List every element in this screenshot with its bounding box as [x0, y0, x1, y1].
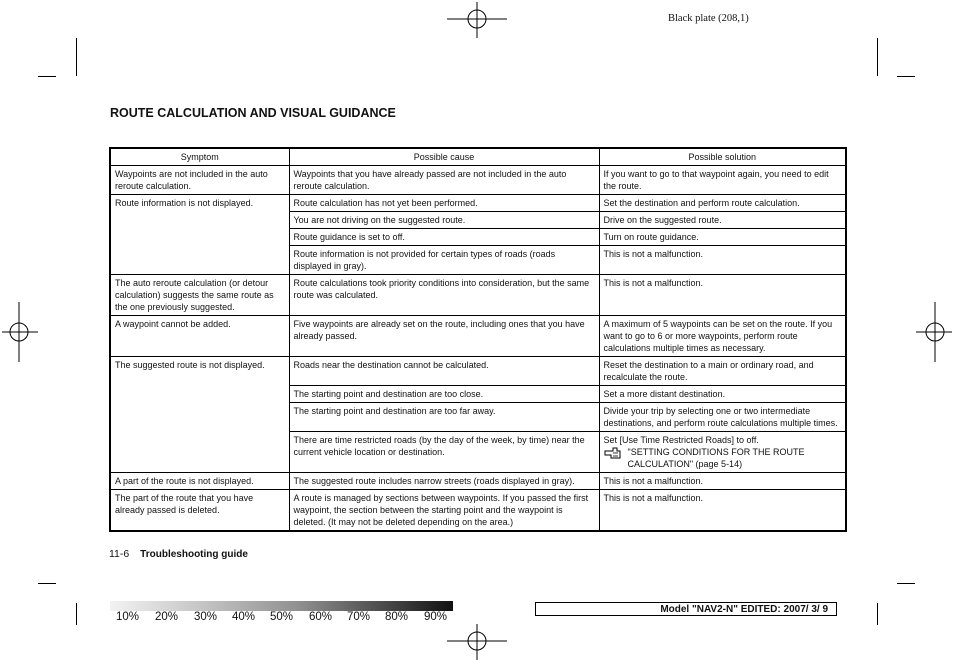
solution-cell: Turn on route guidance.: [599, 229, 846, 246]
table-row: [110, 166, 846, 195]
cause-cell: The starting point and destination are too far away.: [289, 403, 599, 432]
scale-label: 30%: [194, 611, 218, 623]
scale-label: 20%: [155, 611, 179, 623]
solution-cell: Set the destination and perform route calculation.: [599, 195, 846, 212]
scale-label: 60%: [309, 611, 333, 623]
symptom-cell: A waypoint cannot be added.: [110, 316, 289, 357]
scale-label: 70%: [347, 611, 371, 623]
table-row: [110, 473, 846, 490]
table-row: [110, 275, 846, 316]
symptom-cell: A part of the route is not displayed.: [110, 473, 289, 490]
crop-mark: [38, 583, 56, 584]
symptom-cell: The auto reroute calculation (or detour calculation) suggests the same route as the one previously suggested.: [110, 275, 289, 316]
cause-cell: There are time restricted roads (by the day of the week, by time) near the current vehicle location or destination.: [289, 432, 599, 473]
solution-cell: Set a more distant destination.: [599, 386, 846, 403]
table-row: [110, 195, 846, 212]
solution-cell: Reset the destination to a main or ordinary road, and recalculate the route.: [599, 357, 846, 386]
troubleshooting-table: [109, 147, 847, 532]
solution-cell: Drive on the suggested route.: [599, 212, 846, 229]
registration-mark-top: [447, 2, 507, 38]
cause-cell: A route is managed by sections between waypoints. If you passed the first waypoint, the section between the starting point and the waypoint is deleted. (It may not be deleted depending on the area.): [289, 490, 599, 532]
page-number: 11-6: [109, 548, 130, 560]
solution-cell: [599, 432, 846, 473]
cause-cell: Route information is not provided for certain types of roads (roads displayed in gray).: [289, 246, 599, 275]
column-header: Symptom: [110, 148, 289, 166]
cause-cell: Waypoints that you have already passed are not included in the auto reroute calculation.: [289, 166, 599, 195]
solution-cell: This is not a malfunction.: [599, 246, 846, 275]
scale-label: 90%: [424, 611, 448, 623]
scale-label: 10%: [116, 611, 140, 623]
page-footer: [109, 548, 248, 560]
cause-cell: You are not driving on the suggested route.: [289, 212, 599, 229]
table-row: [110, 316, 846, 357]
cause-cell: Route calculation has not yet been performed.: [289, 195, 599, 212]
cause-cell: Route calculations took priority conditions into consideration, but the same route was calculated.: [289, 275, 599, 316]
column-header: Possible solution: [599, 148, 846, 166]
cause-cell: The starting point and destination are too close.: [289, 386, 599, 403]
symptom-cell: Waypoints are not included in the auto reroute calculation.: [110, 166, 289, 195]
plate-label: Black plate (208,1): [668, 13, 749, 24]
section-label: Troubleshooting guide: [140, 549, 248, 560]
symptom-cell: The part of the route that you have already passed is deleted.: [110, 490, 289, 532]
table-row: [110, 357, 846, 386]
solution-text: Set [Use Time Restricted Roads] to off.: [603, 435, 759, 445]
registration-mark-left: [2, 302, 38, 362]
section-title: ROUTE CALCULATION AND VISUAL GUIDANCE: [110, 106, 396, 120]
solution-cell: If you want to go to that waypoint again, you need to edit the route.: [599, 166, 846, 195]
solution-cell: Divide your trip by selecting one or two intermediate destinations, and perform route calculations multiple times.: [599, 403, 846, 432]
column-header: Possible cause: [289, 148, 599, 166]
solution-cell: This is not a malfunction.: [599, 490, 846, 532]
cause-cell: Five waypoints are already set on the route, including ones that you have already passed.: [289, 316, 599, 357]
crop-mark: [38, 76, 56, 77]
crop-mark: [897, 76, 915, 77]
cause-cell: Route guidance is set to off.: [289, 229, 599, 246]
scale-label: 40%: [232, 611, 256, 623]
cross-reference: [604, 446, 842, 470]
table-header-row: [110, 148, 846, 166]
registration-mark-right: [916, 302, 952, 362]
scale-label: 50%: [270, 611, 294, 623]
solution-cell: A maximum of 5 waypoints can be set on the route. If you want to go to 6 or more waypoints, perform route calculations multiple times as necessary.: [599, 316, 846, 357]
solution-cell: This is not a malfunction.: [599, 473, 846, 490]
table-row: [110, 490, 846, 532]
registration-mark-bottom: [447, 624, 507, 660]
model-edited-line: Model "NAV2-N" EDITED: 2007/ 3/ 9: [535, 602, 837, 616]
cause-cell: Roads near the destination cannot be calculated.: [289, 357, 599, 386]
symptom-cell: The suggested route is not displayed.: [110, 357, 289, 473]
crop-mark: [877, 603, 878, 625]
pointing-hand-icon: [604, 446, 622, 460]
scale-label: 80%: [385, 611, 409, 623]
solution-cell: This is not a malfunction.: [599, 275, 846, 316]
symptom-cell: Route information is not displayed.: [110, 195, 289, 275]
reference-text[interactable]: "SETTING CONDITIONS FOR THE ROUTE CALCULATION" (page 5-14): [627, 447, 805, 469]
crop-mark: [897, 583, 915, 584]
cause-cell: The suggested route includes narrow streets (roads displayed in gray).: [289, 473, 599, 490]
crop-mark: [76, 603, 77, 625]
crop-mark: [877, 38, 878, 76]
gray-scale-bar: [110, 601, 453, 611]
crop-mark: [76, 38, 77, 76]
